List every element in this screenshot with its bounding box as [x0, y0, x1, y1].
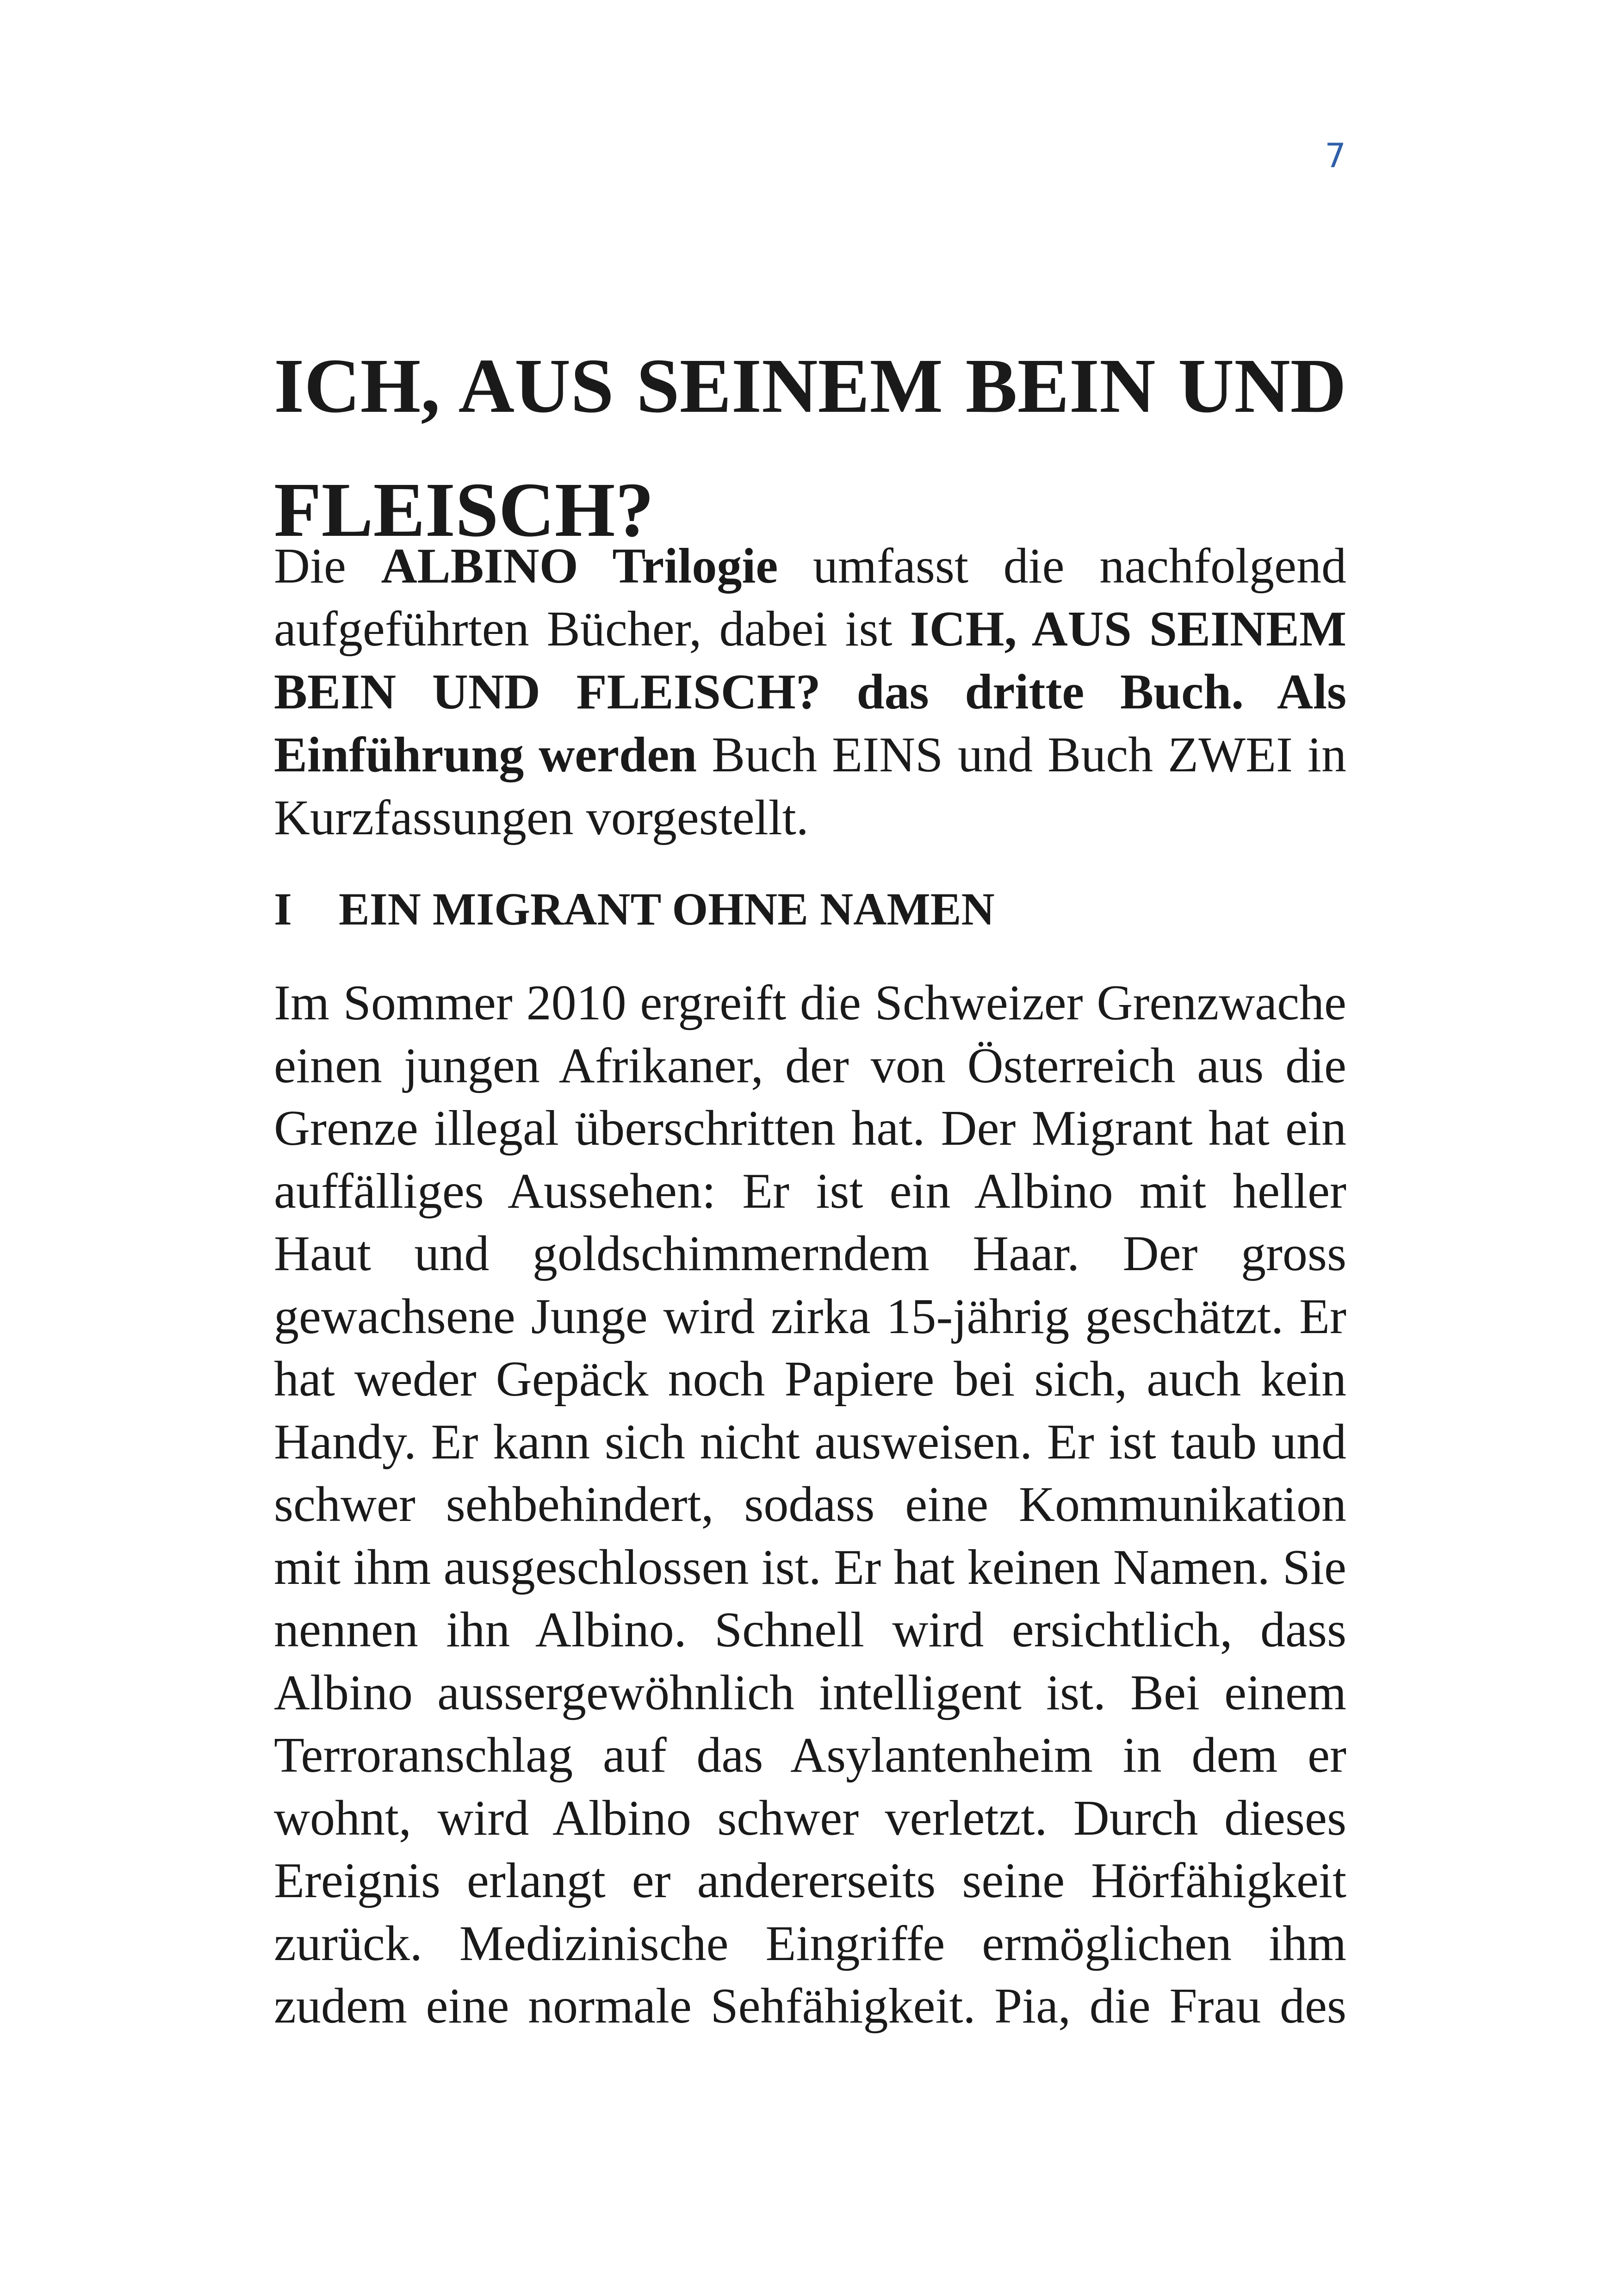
intro-bold-book-title: ICH, AUS SEINEM BEIN UND FLEISCH? das dritte Buch. Als Einführung werden — [274, 602, 1346, 782]
intro-text-1: Die — [274, 539, 381, 594]
intro-text-3: Buch EINS und Buch ZWEI in Kurzfassungen vorgestellt. — [274, 727, 1346, 845]
section-heading — [274, 881, 1346, 937]
intro-bold-trilogy: ALBINO Trilogie — [381, 539, 778, 594]
body-paragraph: Im Sommer 2010 ergreift die Schweizer Grenzwache einen jungen Afrikaner, der von Österreich aus die Grenze illegal überschritten hat. Der Migrant hat ein auffälliges Aussehen: Er ist ein Albino mit heller Haut und goldschimmerndem Haar. Der gross gewachsene Junge wird zirka 15-jährig geschätzt. Er hat weder Gepäck noch Papiere bei sich, auch kein Handy. Er kann sich nicht ausweisen. Er ist taub und schwer sehbehindert, sodass eine Kommunikation mit ihm ausgeschlossen ist. Er hat keinen Namen. Sie nennen ihn Albino. Schnell wird ersichtlich, dass Albino aussergewöhnlich intelligent ist. Bei einem Terroranschlag auf das Asylantenheim in dem er wohnt, wird Albino schwer verletzt. Durch dieses Ereignis erlangt er andererseits seine Hörfähigkeit zurück. Medizinische Eingriffe ermöglichen ihm zudem eine normale Sehfähigkeit. Pia, die Frau des — [274, 975, 1346, 2034]
section-title: EIN MIGRANT OHNE NAMEN — [339, 883, 995, 935]
chapter-title: ICH, AUS SEINEM BEIN UND FLEISCH? — [274, 343, 1346, 553]
section-number: I — [274, 883, 292, 935]
intro-text-2: umfasst die nachfolgend aufgeführten Bücher, dabei ist — [274, 539, 1346, 657]
intro-paragraph — [274, 535, 1346, 850]
page-number: 7 — [1325, 136, 1346, 175]
